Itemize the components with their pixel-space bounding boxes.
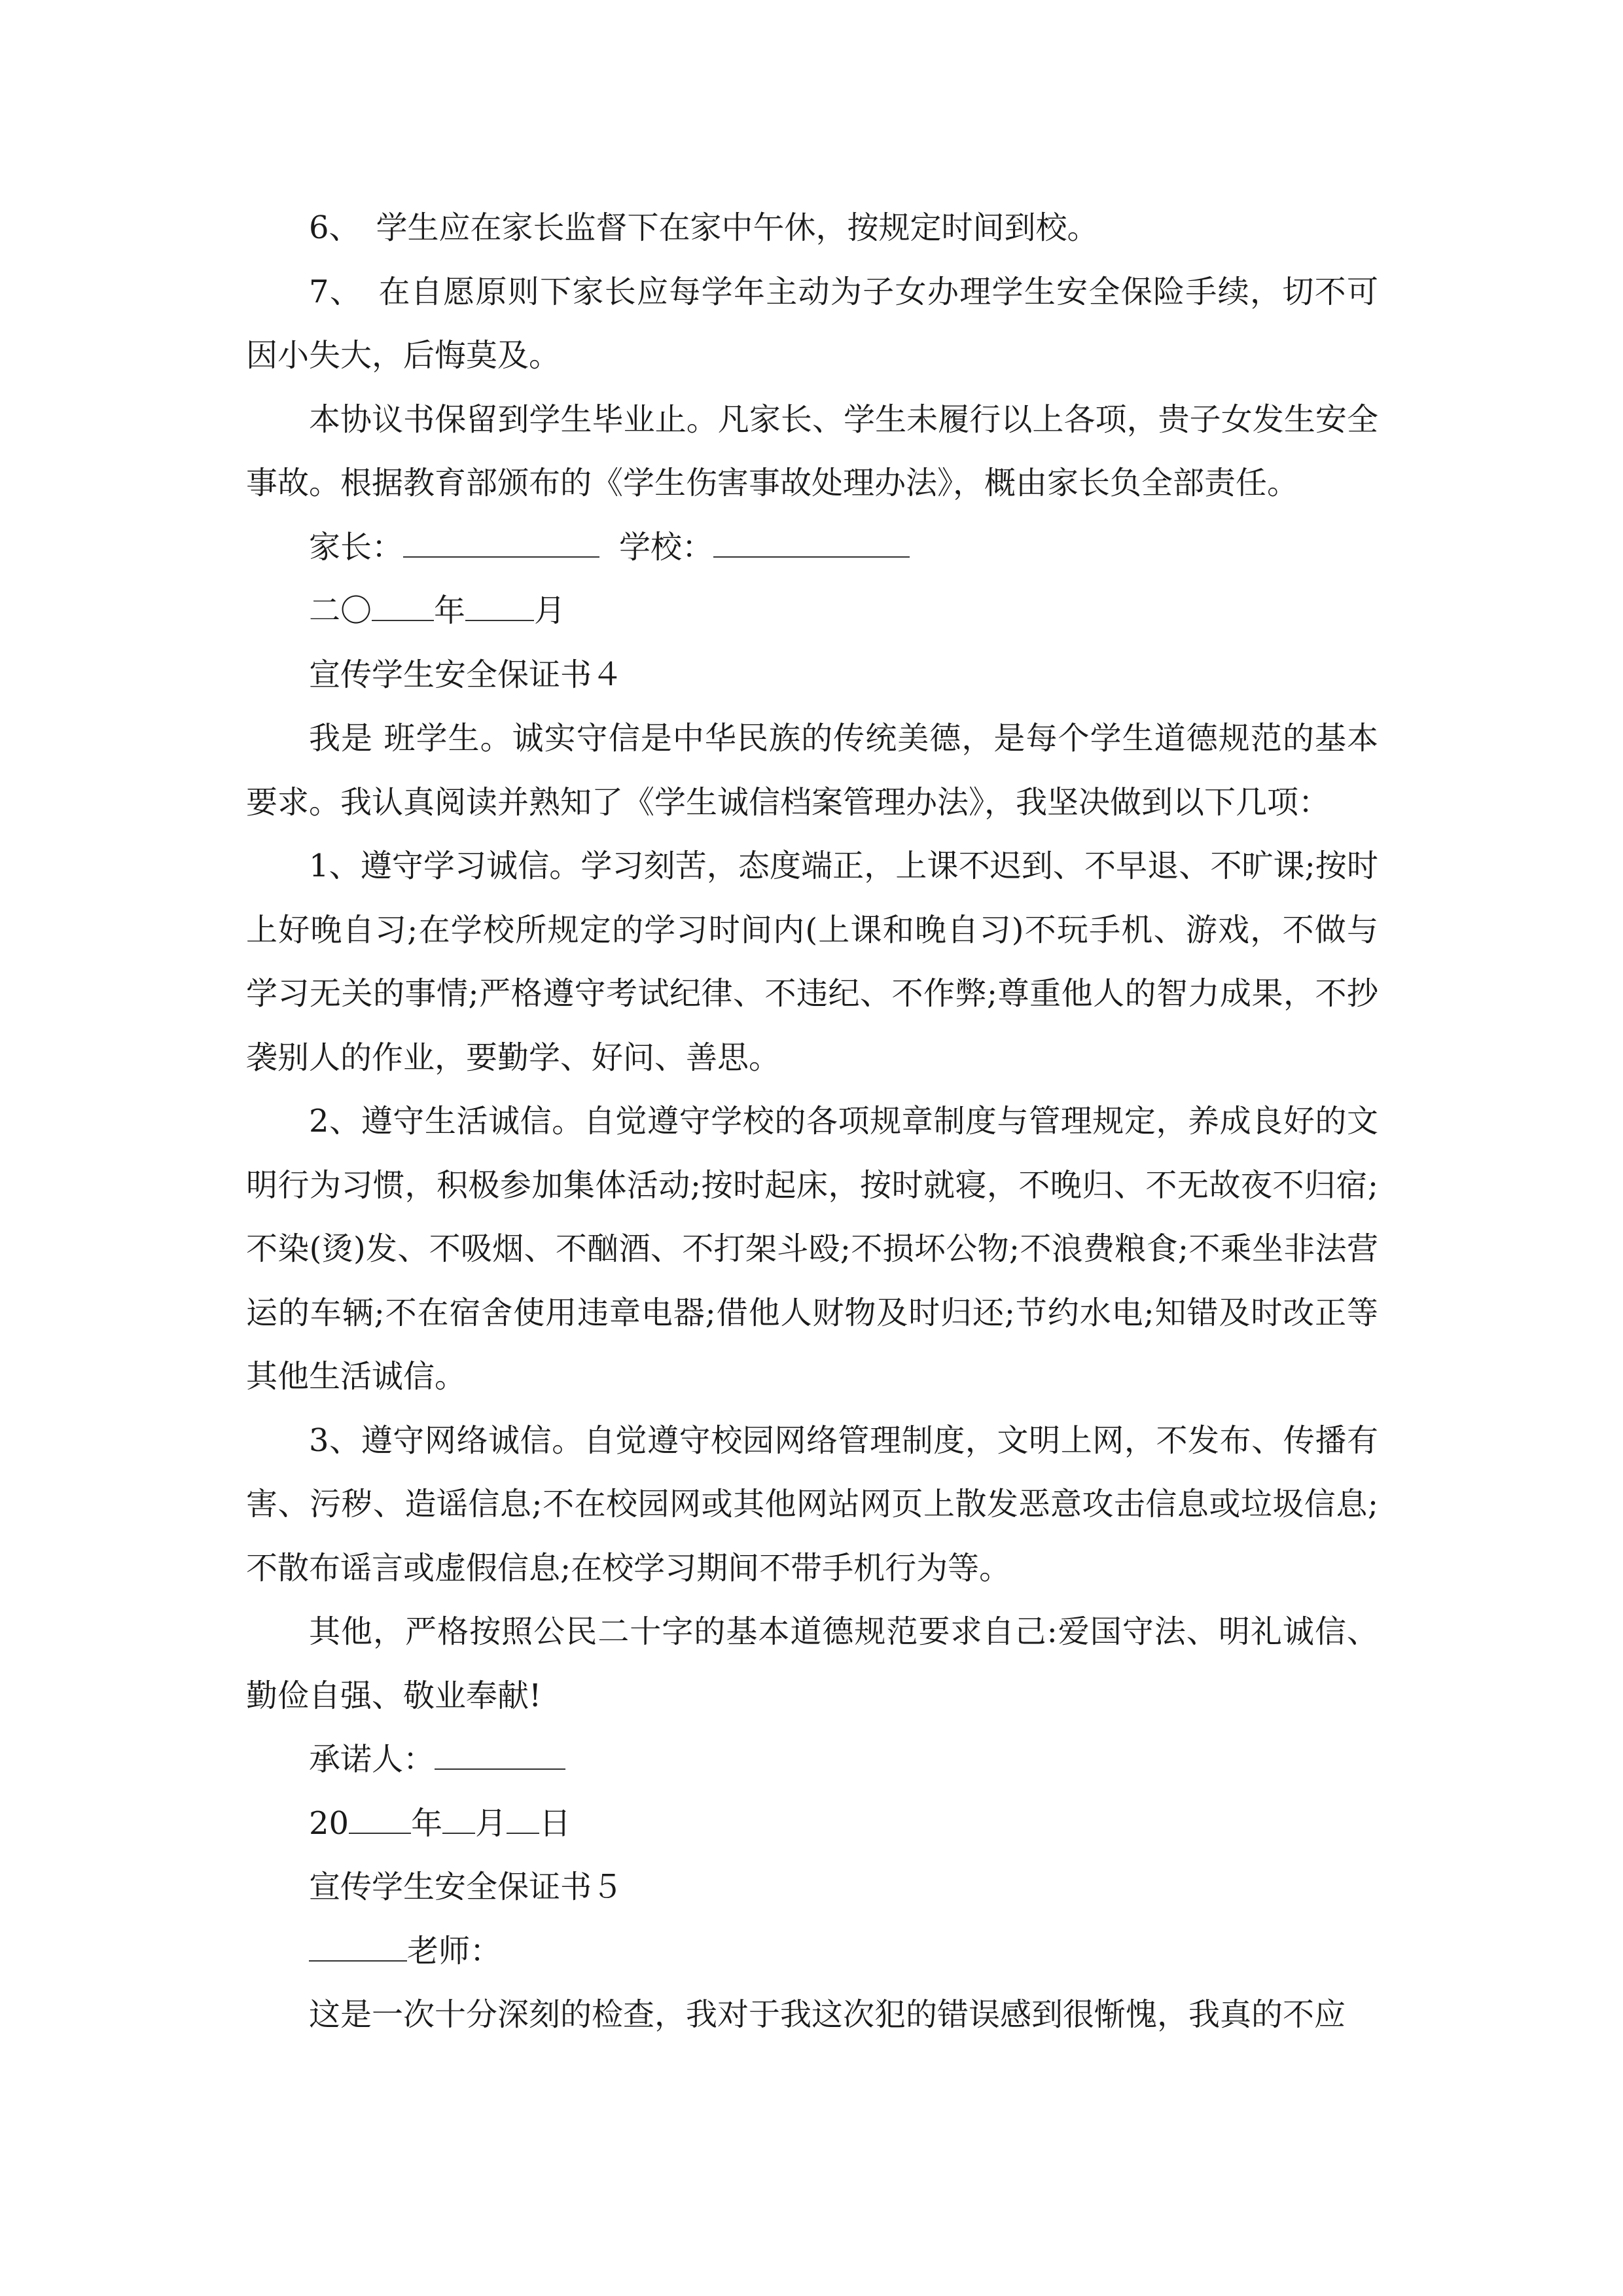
heading-4: 宣传学生安全保证书４ <box>309 656 624 693</box>
date2-prefix: 20 <box>309 1804 349 1842</box>
date-line-1 <box>246 579 1378 643</box>
parent-label: 家长： <box>309 528 404 565</box>
item-6: 6、 学生应在家长监督下在家中午休，按规定时间到校。 <box>309 209 1099 246</box>
date2-year: 年 <box>411 1804 443 1842</box>
para4-item2: 2、遵守生活诚信。自觉遵守学校的各项规章制度与管理规定，养成良好的文明行为习惯，积极参加集体活动;按时起床，按时就寝，不晚归、不无故夜不归宿;不染(烫)发、不吸烟、不酗酒、不打架斗殴;不损坏公物;不浪费粮食;不乘坐非法营运的车辆;不在宿舍使用违章电器;借他人财物及时归还;节约水电;知错及时改正等其他生活诚信。 <box>246 1103 1378 1395</box>
para4-item1: 1、遵守学习诚信。学习刻苦，态度端正，上课不迟到、不早退、不旷课;按时上好晚自习;在学校所规定的学习时间内(上课和晚自习)不玩手机、游戏，不做与学习无关的事情;严格遵守考试纪律、不违纪、不作弊;尊重他人的智力成果，不抄袭别人的作业，要勤学、好问、善思。 <box>246 848 1378 1076</box>
teacher-suffix: 老师： <box>407 1932 502 1969</box>
teacher-blank <box>309 1934 407 1962</box>
school-label: 学校： <box>619 528 714 565</box>
date1-year: 年 <box>434 592 466 629</box>
para4-item3: 3、遵守网络诚信。自觉遵守校园网络管理制度，文明上网，不发布、传播有害、污秽、造谣信息;不在校园网或其他网站网页上散发恶意攻击信息或垃圾信息;不散布谣言或虚假信息;在校学习期间不带手机行为等。 <box>246 1422 1378 1587</box>
promiser-blank <box>435 1742 565 1770</box>
item-7: 7、 在自愿原则下家长应每学年主动为子女办理学生安全保险手续，切不可因小失大，后悔莫及。 <box>246 273 1378 374</box>
date1-prefix: 二〇 <box>309 592 372 629</box>
date1-month: 月 <box>534 592 566 629</box>
agreement-paragraph: 本协议书保留到学生毕业止。凡家长、学生未履行以上各项，贵子女发生安全事故。根据教育部颁布的《学生伤害事故处理办法》，概由家长负全部责任。 <box>246 401 1378 501</box>
date2-month: 月 <box>475 1804 507 1842</box>
date-line-2 <box>246 1792 1378 1856</box>
para4-intro: 我是 班学生。诚实守信是中华民族的传统美德，是每个学生道德规范的基本要求。我认真阅读并熟知了《学生诚信档案管理办法》，我坚决做到以下几项： <box>246 720 1378 821</box>
date2-day-blank <box>507 1806 539 1834</box>
document-body <box>246 196 1378 2047</box>
para4-other: 其他，严格按照公民二十字的基本道德规范要求自己:爱国守法、明礼诚信、勤俭自强、敬业奉献! <box>246 1613 1378 1714</box>
promiser-label: 承诺人： <box>309 1741 435 1778</box>
promiser-line <box>246 1728 1378 1792</box>
heading-5: 宣传学生安全保证书５ <box>309 1869 624 1905</box>
date1-year-blank <box>372 594 434 621</box>
date2-day: 日 <box>539 1804 571 1842</box>
teacher-line <box>246 1920 1378 1984</box>
signature-line <box>246 516 1378 580</box>
school-blank <box>713 530 910 558</box>
parent-blank <box>403 530 599 558</box>
date1-month-blank <box>465 594 534 621</box>
para5-intro: 这是一次十分深刻的检查，我对于我这次犯的错误感到很惭愧，我真的不应 <box>309 1996 1346 2033</box>
date2-month-blank <box>442 1806 475 1834</box>
date2-year-blank <box>349 1806 411 1834</box>
